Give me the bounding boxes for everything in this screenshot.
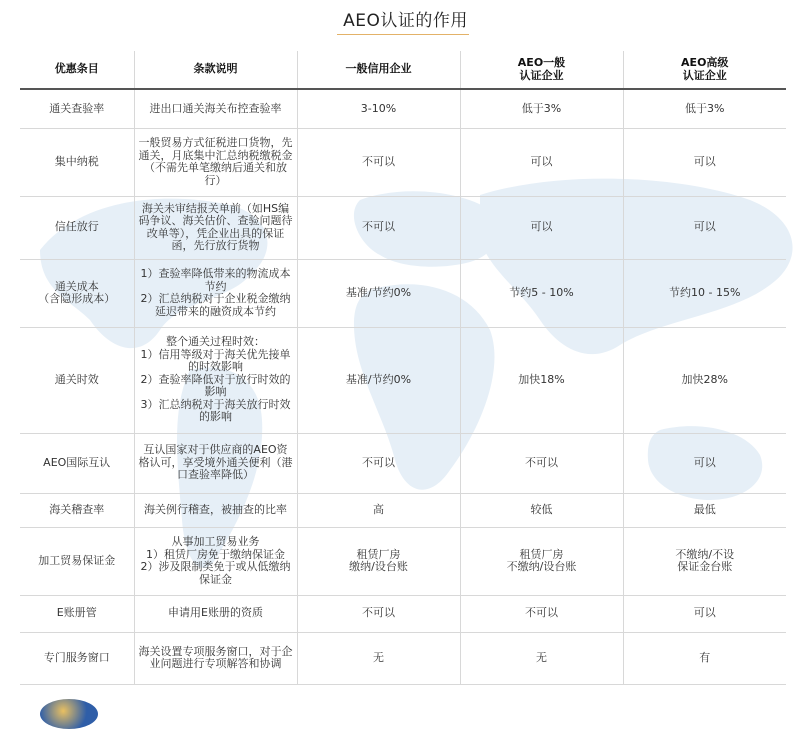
table-row bbox=[20, 527, 786, 595]
benefit-name: 海关稽查率 bbox=[20, 493, 134, 527]
benefit-description: 进出口通关海关布控查验率 bbox=[134, 89, 297, 128]
benefit-name: 加工贸易保证金 bbox=[20, 527, 134, 595]
aeo-advanced-value: 最低 bbox=[623, 493, 786, 527]
benefit-description: 一般贸易方式征税进口货物，先通关，月底集中汇总纳税缴税金（不需先单笔缴纳后通关和放行） bbox=[134, 128, 297, 196]
aeo-advanced-value: 可以 bbox=[623, 433, 786, 493]
table-row bbox=[20, 493, 786, 527]
benefit-name: 通关成本 （含隐形成本） bbox=[20, 259, 134, 327]
aeo-general-value: 低于3% bbox=[460, 89, 623, 128]
benefit-name: 信任放行 bbox=[20, 196, 134, 259]
general-credit-value: 无 bbox=[297, 632, 460, 684]
aeo-advanced-value: 可以 bbox=[623, 196, 786, 259]
benefit-name: 通关时效 bbox=[20, 327, 134, 433]
aeo-general-value: 不可以 bbox=[460, 433, 623, 493]
general-credit-value: 租赁厂房 缴纳/设台账 bbox=[297, 527, 460, 595]
table-row bbox=[20, 128, 786, 196]
header-clause-description: 条款说明 bbox=[134, 51, 297, 89]
aeo-advanced-value: 加快28% bbox=[623, 327, 786, 433]
benefit-name: 通关查验率 bbox=[20, 89, 134, 128]
benefit-description: 1）查验率降低带来的物流成本节约 2）汇总纳税对于企业税金缴纳延迟带来的融资成本节约 bbox=[134, 259, 297, 327]
aeo-general-value: 较低 bbox=[460, 493, 623, 527]
header-aeo-general: AEO一般 认证企业 bbox=[460, 51, 623, 89]
table-header-row bbox=[20, 51, 786, 89]
general-credit-value: 不可以 bbox=[297, 595, 460, 632]
aeo-general-value: 加快18% bbox=[460, 327, 623, 433]
table-row bbox=[20, 259, 786, 327]
table-row bbox=[20, 89, 786, 128]
table-row bbox=[20, 327, 786, 433]
table-row bbox=[20, 595, 786, 632]
page-title: AEO认证的作用 bbox=[343, 11, 468, 31]
title-underline bbox=[337, 34, 469, 35]
table-row bbox=[20, 433, 786, 493]
benefit-description: 申请用E账册的资质 bbox=[134, 595, 297, 632]
aeo-general-value: 不可以 bbox=[460, 595, 623, 632]
header-general-credit: 一般信用企业 bbox=[297, 51, 460, 89]
benefit-name: 专门服务窗口 bbox=[20, 632, 134, 684]
aeo-advanced-value: 可以 bbox=[623, 128, 786, 196]
header-benefit-item: 优惠条目 bbox=[20, 51, 134, 89]
general-credit-value: 3-10% bbox=[297, 89, 460, 128]
benefit-description: 海关设置专项服务窗口，对于企业问题进行专项解答和协调 bbox=[134, 632, 297, 684]
globe-logo-icon bbox=[40, 699, 98, 729]
header-aeo-advanced: AEO高级 认证企业 bbox=[623, 51, 786, 89]
benefit-description: 海关未审结报关单前（如HS编码争议、海关估价、查验问题待改单等），凭企业出具的保证函，先行放行货物 bbox=[134, 196, 297, 259]
benefit-description: 整个通关过程时效： 1）信用等级对于海关优先接单的时效影响 2）查验率降低对于放行时效的影响 3）汇总纳税对于海关放行时效的影响 bbox=[134, 327, 297, 433]
general-credit-value: 高 bbox=[297, 493, 460, 527]
general-credit-value: 基准/节约0% bbox=[297, 327, 460, 433]
aeo-general-value: 租赁厂房 不缴纳/设台账 bbox=[460, 527, 623, 595]
aeo-advanced-value: 不缴纳/不设 保证金台账 bbox=[623, 527, 786, 595]
aeo-general-value: 可以 bbox=[460, 128, 623, 196]
aeo-general-value: 节约5 - 10% bbox=[460, 259, 623, 327]
general-credit-value: 不可以 bbox=[297, 128, 460, 196]
general-credit-value: 基准/节约0% bbox=[297, 259, 460, 327]
aeo-general-value: 可以 bbox=[460, 196, 623, 259]
aeo-advanced-value: 可以 bbox=[623, 595, 786, 632]
aeo-advanced-value: 节约10 - 15% bbox=[623, 259, 786, 327]
aeo-benefits-table bbox=[20, 51, 786, 685]
benefit-name: AEO国际互认 bbox=[20, 433, 134, 493]
benefit-name: 集中纳税 bbox=[20, 128, 134, 196]
table-row bbox=[20, 196, 786, 259]
benefit-name: E账册管 bbox=[20, 595, 134, 632]
benefit-description: 海关例行稽查，被抽查的比率 bbox=[134, 493, 297, 527]
table-row bbox=[20, 632, 786, 684]
aeo-general-value: 无 bbox=[460, 632, 623, 684]
benefit-description: 互认国家对于供应商的AEO资格认可，享受境外通关便利（港口查验率降低） bbox=[134, 433, 297, 493]
aeo-advanced-value: 有 bbox=[623, 632, 786, 684]
aeo-advanced-value: 低于3% bbox=[623, 89, 786, 128]
general-credit-value: 不可以 bbox=[297, 196, 460, 259]
general-credit-value: 不可以 bbox=[297, 433, 460, 493]
benefit-description: 从事加工贸易业务 1）租赁厂房免于缴纳保证金 2）涉及限制类免于或从低缴纳保证金 bbox=[134, 527, 297, 595]
